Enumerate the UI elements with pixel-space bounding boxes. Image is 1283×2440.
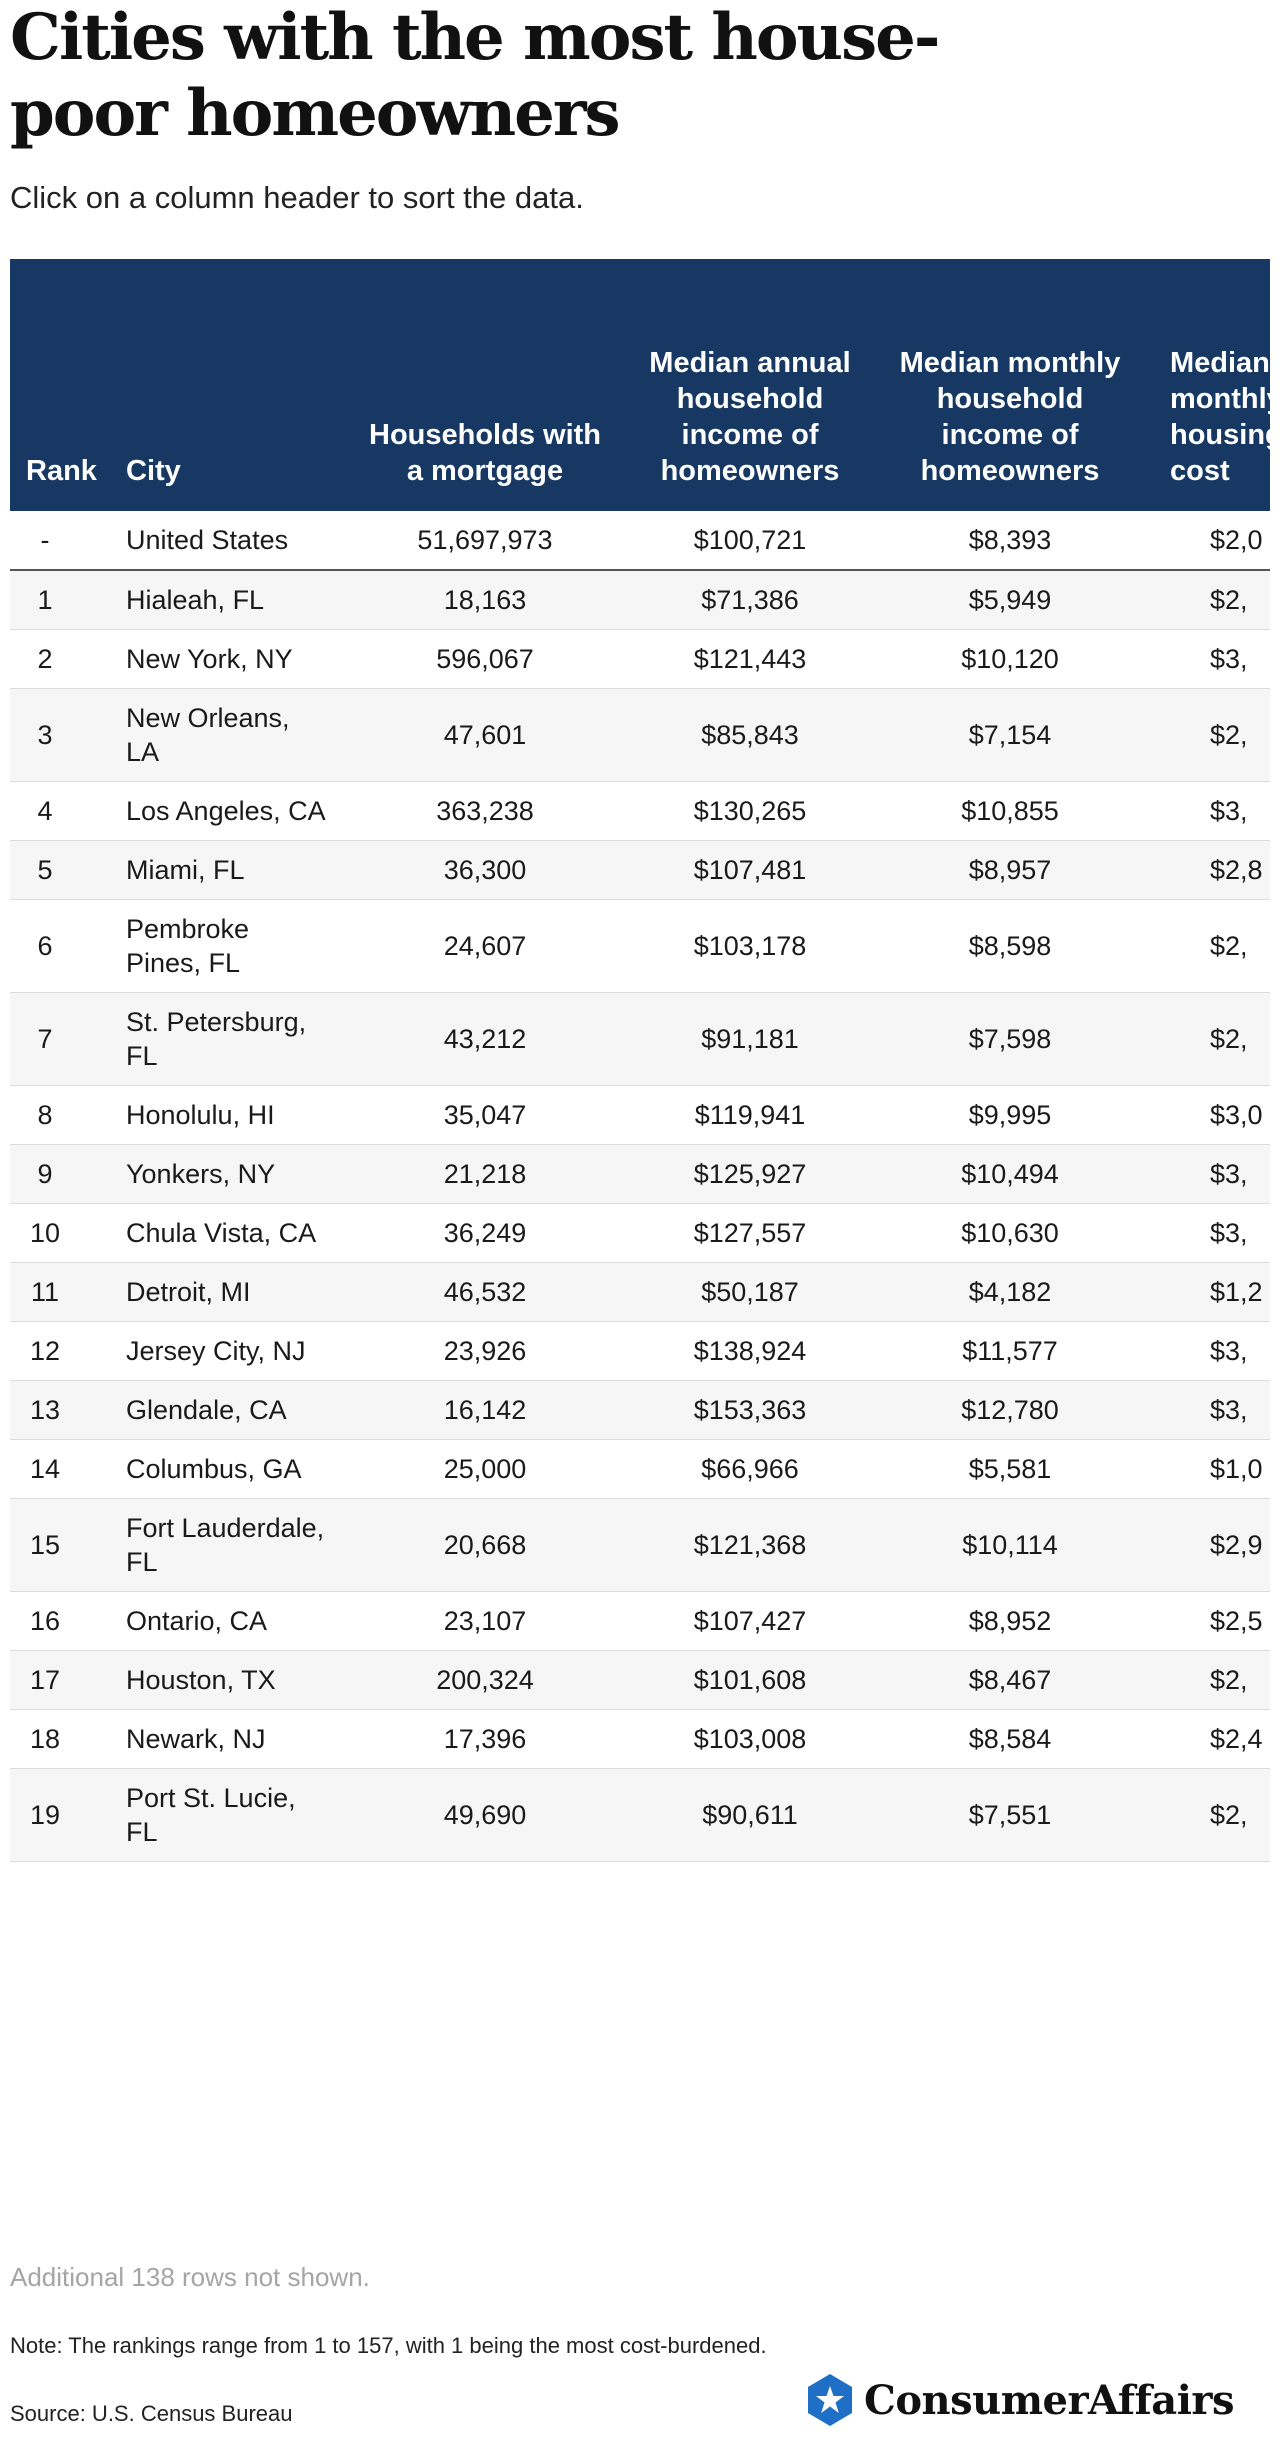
table-row [10, 1145, 1270, 1204]
annual-income-cell: $125,927 [693, 1159, 807, 1189]
households-cell: 36,300 [443, 855, 527, 885]
page-title: Cities with the most house-poor homeowners [10, 0, 939, 151]
annual-income-cell: $90,611 [702, 1800, 798, 1830]
households-cell: 363,238 [436, 796, 534, 826]
annual-income-cell: $121,443 [693, 644, 807, 674]
households-cell: 36,249 [443, 1218, 527, 1248]
households-cell: 24,607 [443, 931, 527, 961]
monthly-cost-cell: $3, [1210, 796, 1248, 826]
rank-cell: 17 [29, 1665, 61, 1695]
city-cell: Ontario, CA [126, 1606, 268, 1636]
table-row [10, 782, 1270, 841]
column-header-city[interactable]: City [126, 455, 181, 487]
monthly-income-cell: $9,995 [968, 1100, 1052, 1130]
monthly-income-cell: $5,949 [968, 585, 1052, 615]
households-cell: 596,067 [436, 644, 534, 674]
monthly-cost-cell: $1,2 [1210, 1277, 1263, 1307]
logo-text: ConsumerAffairs [864, 2376, 1234, 2424]
rank-cell: 12 [29, 1336, 61, 1366]
city-cell: Port St. Lucie, FL [126, 1783, 296, 1847]
households-cell: 35,047 [443, 1100, 527, 1130]
households-cell: 43,212 [443, 1024, 527, 1054]
monthly-income-cell: $11,577 [962, 1336, 1058, 1366]
rank-cell: 10 [29, 1218, 61, 1248]
monthly-income-cell: $7,154 [968, 720, 1052, 750]
annual-income-cell: $100,721 [693, 525, 807, 555]
note-text: Note: The rankings range from 1 to 157, with 1 being the most cost-burdened. [10, 2333, 767, 2358]
monthly-income-cell: $8,393 [968, 525, 1052, 555]
city-cell: Honolulu, HI [126, 1100, 275, 1130]
table-row [10, 1769, 1270, 1862]
column-header-rank[interactable]: Rank [26, 455, 97, 487]
rank-cell: 18 [29, 1724, 61, 1754]
city-cell: Houston, TX [126, 1665, 276, 1695]
table-row [10, 1499, 1270, 1592]
households-cell: 23,107 [443, 1606, 527, 1636]
rank-cell: 16 [29, 1606, 61, 1636]
city-cell: Newark, NJ [126, 1724, 266, 1754]
table-row [10, 1263, 1270, 1322]
annual-income-cell: $101,608 [693, 1665, 807, 1695]
city-cell: Chula Vista, CA [126, 1218, 317, 1248]
monthly-cost-cell: $3, [1210, 1395, 1248, 1425]
column-header-households[interactable]: Households with a mortgage [369, 419, 601, 487]
monthly-income-cell: $12,780 [961, 1395, 1059, 1425]
table-row [10, 1086, 1270, 1145]
annual-income-cell: $119,941 [694, 1100, 806, 1130]
monthly-income-cell: $10,114 [962, 1530, 1058, 1560]
monthly-income-cell: $8,952 [968, 1606, 1052, 1636]
rank-cell: 2 [37, 644, 53, 674]
households-cell: 21,218 [443, 1159, 527, 1189]
monthly-cost-cell: $3, [1210, 1218, 1248, 1248]
rank-cell: 19 [29, 1800, 61, 1830]
data-table [10, 259, 1283, 1862]
monthly-cost-cell: $2, [1210, 720, 1248, 750]
households-cell: 200,324 [436, 1665, 534, 1695]
rank-cell: 13 [29, 1395, 61, 1425]
rank-cell: 11 [30, 1277, 60, 1307]
source-text: Source: U.S. Census Bureau [10, 2401, 293, 2426]
annual-income-cell: $138,924 [693, 1336, 807, 1366]
column-header-monthly-income[interactable]: Median monthly household income of homeowners [899, 347, 1121, 487]
header-row [10, 259, 1270, 511]
monthly-cost-cell: $2, [1210, 931, 1248, 961]
rank-cell: 4 [37, 796, 53, 826]
rank-cell: 8 [37, 1100, 53, 1130]
monthly-cost-cell: $3, [1210, 644, 1248, 674]
annual-income-cell: $121,368 [693, 1530, 807, 1560]
households-cell: 20,668 [443, 1530, 527, 1560]
annual-income-cell: $50,187 [701, 1277, 799, 1307]
monthly-income-cell: $10,494 [961, 1159, 1059, 1189]
table-row [10, 1651, 1270, 1710]
monthly-cost-cell: $2,5 [1210, 1606, 1263, 1636]
monthly-cost-cell: $2, [1210, 1665, 1248, 1695]
annual-income-cell: $103,008 [693, 1724, 807, 1754]
city-cell: Fort Lauderdale, FL [126, 1513, 325, 1577]
monthly-cost-cell: $2,8 [1210, 855, 1263, 885]
city-cell: Detroit, MI [126, 1277, 251, 1307]
table-row [10, 1440, 1270, 1499]
city-cell: New York, NY [126, 644, 293, 674]
consumer-affairs-logo [802, 2372, 1234, 2428]
data-table-container[interactable] [10, 259, 1283, 1862]
monthly-income-cell: $4,182 [968, 1277, 1052, 1307]
households-cell: 47,601 [443, 720, 527, 750]
city-cell: Los Angeles, CA [126, 796, 326, 826]
star-badge-icon [802, 2372, 858, 2428]
table-row-united-states [10, 511, 1270, 570]
monthly-income-cell: $10,630 [961, 1218, 1059, 1248]
table-row [10, 1322, 1270, 1381]
annual-income-cell: $107,481 [693, 855, 807, 885]
rank-cell: 9 [37, 1159, 53, 1189]
annual-income-cell: $153,363 [693, 1395, 807, 1425]
monthly-income-cell: $7,598 [968, 1024, 1052, 1054]
rank-cell: - [40, 525, 50, 555]
households-cell: 25,000 [443, 1454, 527, 1484]
annual-income-cell: $107,427 [693, 1606, 807, 1636]
city-cell: United States [126, 525, 289, 555]
table-row [10, 689, 1270, 782]
annual-income-cell: $85,843 [701, 720, 799, 750]
rank-cell: 6 [37, 931, 53, 961]
annual-income-cell: $91,181 [701, 1024, 799, 1054]
city-cell: Yonkers, NY [126, 1159, 276, 1189]
table-row [10, 1381, 1270, 1440]
monthly-cost-cell: $2,0 [1210, 525, 1263, 555]
monthly-cost-cell: $3, [1210, 1336, 1248, 1366]
households-cell: 17,396 [443, 1724, 527, 1754]
table-row [10, 1710, 1270, 1769]
monthly-cost-cell: $2, [1210, 1024, 1248, 1054]
monthly-income-cell: $8,598 [968, 931, 1052, 961]
monthly-income-cell: $5,581 [968, 1454, 1052, 1484]
annual-income-cell: $66,966 [701, 1454, 799, 1484]
monthly-cost-cell: $2, [1210, 585, 1248, 615]
city-cell: New Orleans, LA [126, 703, 290, 767]
table-header [10, 259, 1283, 511]
monthly-cost-cell: $3, [1210, 1159, 1248, 1189]
monthly-income-cell: $10,120 [961, 644, 1059, 674]
households-cell: 46,532 [443, 1277, 527, 1307]
table-row [10, 900, 1270, 993]
table-row [10, 630, 1270, 689]
table-row [10, 1592, 1270, 1651]
annual-income-cell: $71,386 [701, 585, 799, 615]
city-cell: Jersey City, NJ [126, 1336, 306, 1366]
monthly-income-cell: $8,957 [968, 855, 1052, 885]
monthly-cost-cell: $3,0 [1210, 1100, 1263, 1130]
monthly-cost-cell: $2,4 [1210, 1724, 1263, 1754]
column-header-monthly-cost[interactable]: Median monthly housing cost [1170, 347, 1283, 487]
rank-cell: 15 [29, 1530, 61, 1560]
rows-not-shown-text: Additional 138 rows not shown. [10, 2262, 370, 2292]
table-body [10, 511, 1270, 1862]
monthly-income-cell: $8,584 [968, 1724, 1052, 1754]
rank-cell: 1 [37, 585, 53, 615]
monthly-cost-cell: $2,9 [1210, 1530, 1263, 1560]
city-cell: Miami, FL [126, 855, 245, 885]
city-cell: Columbus, GA [126, 1454, 302, 1484]
monthly-income-cell: $7,551 [968, 1800, 1052, 1830]
monthly-cost-cell: $1,0 [1210, 1454, 1263, 1484]
column-header-annual-income[interactable]: Median annual household income of homeowners [649, 347, 851, 487]
city-cell: Glendale, CA [126, 1395, 287, 1425]
city-cell: Hialeah, FL [126, 585, 265, 615]
rank-cell: 7 [37, 1024, 53, 1054]
city-cell: St. Petersburg, FL [126, 1007, 307, 1071]
monthly-cost-cell: $2, [1210, 1800, 1248, 1830]
households-cell: 49,690 [443, 1800, 527, 1830]
annual-income-cell: $130,265 [693, 796, 807, 826]
households-cell: 23,926 [443, 1336, 527, 1366]
table-row [10, 1204, 1270, 1263]
households-cell: 16,142 [443, 1395, 527, 1425]
rank-cell: 3 [37, 720, 53, 750]
households-cell: 51,697,973 [417, 525, 553, 555]
table-row [10, 841, 1270, 900]
table-row [10, 993, 1270, 1086]
rank-cell: 5 [37, 855, 53, 885]
city-cell: Pembroke Pines, FL [126, 914, 250, 978]
annual-income-cell: $127,557 [693, 1218, 807, 1248]
page-subtitle: Click on a column header to sort the data. [10, 180, 584, 215]
monthly-income-cell: $8,467 [968, 1665, 1052, 1695]
monthly-income-cell: $10,855 [961, 796, 1059, 826]
rank-cell: 14 [29, 1454, 61, 1484]
table-row [10, 570, 1270, 630]
annual-income-cell: $103,178 [693, 931, 807, 961]
households-cell: 18,163 [443, 585, 527, 615]
